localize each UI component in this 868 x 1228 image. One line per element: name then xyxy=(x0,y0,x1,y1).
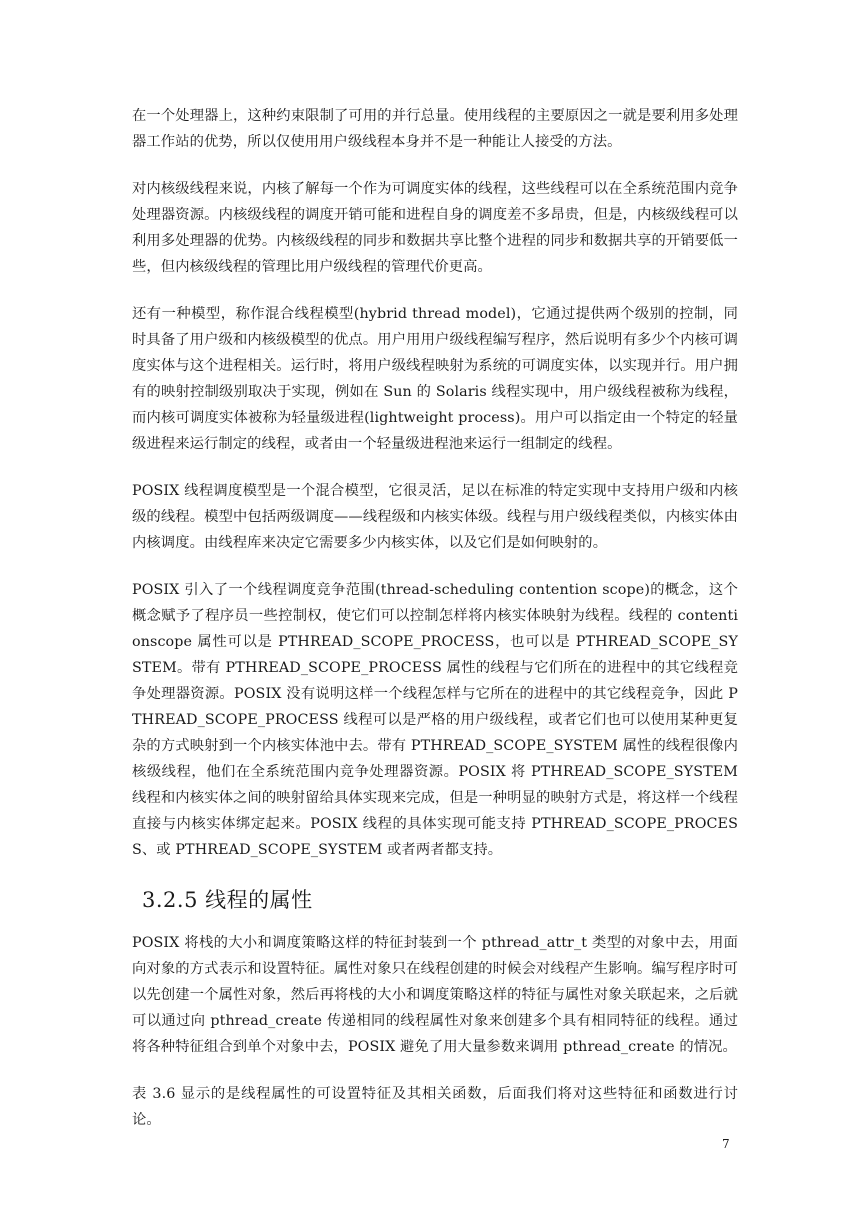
paragraph-7: 表 3.6 显示的是线程属性的可设置特征及其相关函数，后面我们将对这些特征和函数进行讨论。 xyxy=(132,1086,738,1128)
paragraph-6: POSIX 将栈的大小和调度策略这样的特征封装到一个 pthread_attr_t 类型的对象中去，用面向对象的方式表示和设置特征。属性对象只在线程创建的时候会对线程产生影响。编写程序时可以先创建一个属性对象，然后再将栈的大小和调度策略这样的特征与属性对象关联起来，之后就可以通过向 pthread_create 传递相同的线程属性对象来创建多个具有相同特征的线程。通过将各种特征组合到单个对象中去，POSIX 避免了用大量参数来调用 pthread_create 的情况。 xyxy=(132,935,738,1055)
paragraph-3: 还有一种模型，称作混合线程模型(hybrid thread model)，它通过提供两个级别的控制，同时具备了用户级和内核级模型的优点。用户用用户级线程编写程序，然后说明有多少个内核可调度实体与这个进程相关。运行时，将用户级线程映射为系统的可调度实体，以实现并行。用户拥有的映射控制级别取决于实现，例如在 Sun 的 Solaris 线程实现中，用户级线程被称为线程，而内核可调度实体被称为轻量级进程(lightweight process)。用户可以指定由一个特定的轻量级进程来运行制定的线程，或者由一个轻量级进程池来运行一组制定的线程。 xyxy=(132,306,738,452)
page-number: 7 xyxy=(722,1137,730,1151)
section-heading: 3.2.5 线程的属性 xyxy=(142,888,313,912)
paragraph-1: 在一个处理器上，这种约束限制了可用的并行总量。使用线程的主要原因之一就是要利用多处理器工作站的优势，所以仅使用用户级线程本身并不是一种能让人接受的方法。 xyxy=(132,108,738,150)
paragraph-4: POSIX 线程调度模型是一个混合模型，它很灵活，足以在标准的特定实现中支持用户级和内核级的线程。模型中包括两级调度——线程级和内核实体级。线程与用户级线程类似，内核实体由内核调度。由线程库来决定它需要多少内核实体，以及它们是如何映射的。 xyxy=(132,483,738,551)
document-page xyxy=(132,103,738,1154)
paragraph-5: POSIX 引入了一个线程调度竞争范围(thread-scheduling contention scope)的概念，这个概念赋予了程序员一些控制权，使它们可以控制怎样将内核实体映射为线程。线程的 contentionscope 属性可以是 PTHREAD_SCOPE_PROCESS，也可以是 PTHREAD_SCOPE_SYSTEM。带有 PTHREAD_SCOPE_PROCESS 属性的线程与它们所在的进程中的其它线程竞争处理器资源。POSIX 没有说明这样一个线程怎样与它所在的进程中的其它线程竞争，因此 PTHREAD_SCOPE_PROCESS 线程可以是严格的用户级线程，或者它们也可以使用某种更复杂的方式映射到一个内核实体池中去。带有 PTHREAD_SCOPE_SYSTEM 属性的线程很像内核级线程，他们在全系统范围内竞争处理器资源。POSIX 将 PTHREAD_SCOPE_SYSTEM 线程和内核实体之间的映射留给具体实现来完成，但是一种明显的映射方式是，将这样一个线程直接与内核实体绑定起来。POSIX 线程的具体实现可能支持 PTHREAD_SCOPE_PROCESS、或 PTHREAD_SCOPE_SYSTEM 或者两者都支持。 xyxy=(132,582,738,858)
paragraph-2: 对内核级线程来说，内核了解每一个作为可调度实体的线程，这些线程可以在全系统范围内竞争处理器资源。内核级线程的调度开销可能和进程自身的调度差不多昂贵，但是，内核级线程可以利用多处理器的优势。内核级线程的同步和数据共享比整个进程的同步和数据共享的开销要低一些，但内核级线程的管理比用户级线程的管理代价更高。 xyxy=(132,181,738,275)
